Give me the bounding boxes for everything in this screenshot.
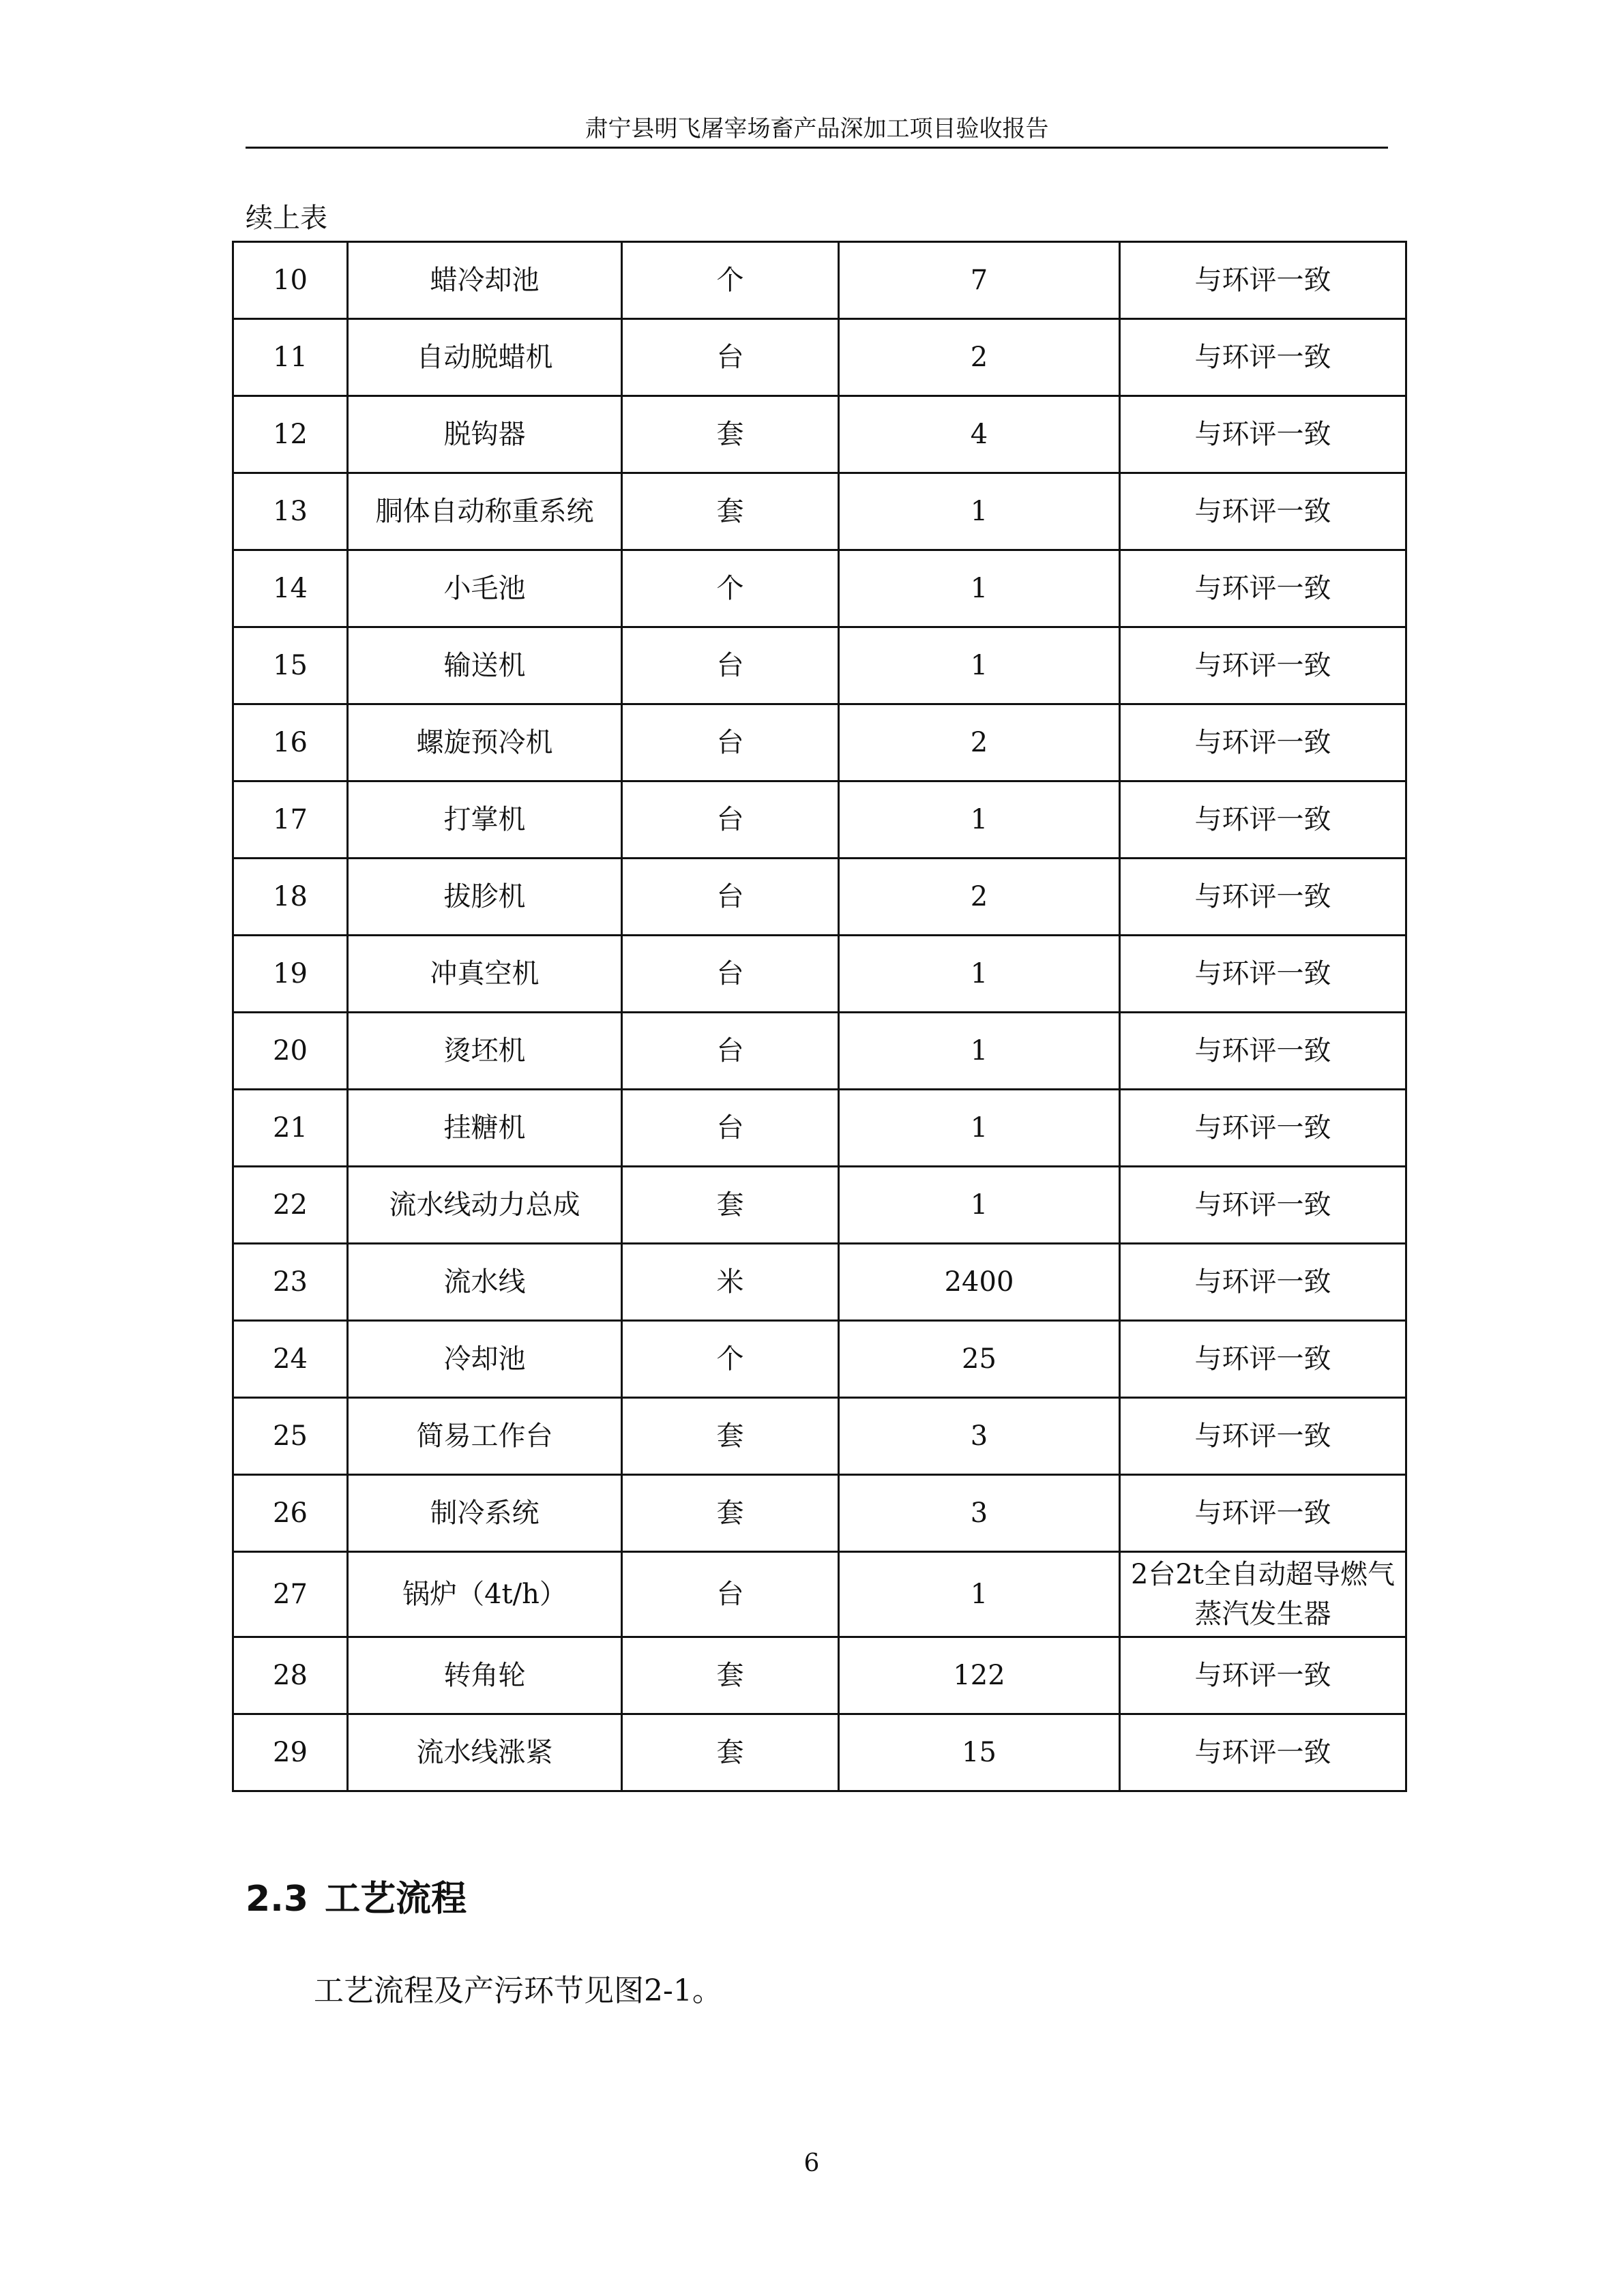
quantity-cell: 1 — [839, 550, 1120, 627]
table-row — [233, 319, 1406, 396]
table-row — [233, 473, 1406, 550]
unit-cell: 套 — [622, 396, 839, 473]
table-row — [233, 550, 1406, 627]
table-row — [233, 1321, 1406, 1398]
quantity-cell: 122 — [839, 1637, 1120, 1714]
row-number: 13 — [233, 473, 348, 550]
quantity-cell: 1 — [839, 473, 1120, 550]
unit-cell: 台 — [622, 1090, 839, 1167]
quantity-cell: 1 — [839, 627, 1120, 704]
quantity-cell: 2400 — [839, 1244, 1120, 1321]
row-number: 10 — [233, 242, 348, 319]
remark-cell: 与环评一致 — [1120, 396, 1406, 473]
row-number: 25 — [233, 1398, 348, 1475]
row-number: 18 — [233, 859, 348, 936]
remark-cell — [1120, 1552, 1406, 1637]
row-number: 28 — [233, 1637, 348, 1714]
equipment-name: 制冷系统 — [348, 1475, 622, 1552]
table-row — [233, 1090, 1406, 1167]
header-rule — [246, 147, 1388, 149]
table-row — [233, 1714, 1406, 1791]
remark-cell: 与环评一致 — [1120, 1398, 1406, 1475]
table-continued-label: 续上表 — [246, 203, 327, 234]
row-number: 23 — [233, 1244, 348, 1321]
table-row — [233, 1637, 1406, 1714]
table-row — [233, 1244, 1406, 1321]
unit-cell: 台 — [622, 704, 839, 781]
row-number: 17 — [233, 781, 348, 859]
equipment-name: 脱钩器 — [348, 396, 622, 473]
equipment-name: 螺旋预冷机 — [348, 704, 622, 781]
row-number: 12 — [233, 396, 348, 473]
remark-cell: 与环评一致 — [1120, 550, 1406, 627]
quantity-cell: 2 — [839, 319, 1120, 396]
equipment-name: 挂糖机 — [348, 1090, 622, 1167]
table-row — [233, 704, 1406, 781]
table-row — [233, 1475, 1406, 1552]
row-number: 22 — [233, 1167, 348, 1244]
remark-cell: 与环评一致 — [1120, 1013, 1406, 1090]
quantity-cell: 1 — [839, 781, 1120, 859]
row-number: 14 — [233, 550, 348, 627]
row-number: 15 — [233, 627, 348, 704]
body-paragraph: 工艺流程及产污环节见图2-1。 — [314, 1973, 722, 2008]
equipment-table — [232, 241, 1407, 1792]
row-number: 26 — [233, 1475, 348, 1552]
quantity-cell: 4 — [839, 396, 1120, 473]
row-number: 20 — [233, 1013, 348, 1090]
unit-cell: 套 — [622, 1475, 839, 1552]
equipment-name: 输送机 — [348, 627, 622, 704]
remark-cell: 与环评一致 — [1120, 1167, 1406, 1244]
remark-cell: 与环评一致 — [1120, 936, 1406, 1013]
unit-cell: 台 — [622, 1013, 839, 1090]
unit-cell: 套 — [622, 1398, 839, 1475]
equipment-name: 蜡冷却池 — [348, 242, 622, 319]
row-number: 11 — [233, 319, 348, 396]
quantity-cell: 1 — [839, 1552, 1120, 1637]
quantity-cell: 3 — [839, 1398, 1120, 1475]
remark-cell: 与环评一致 — [1120, 704, 1406, 781]
row-number: 19 — [233, 936, 348, 1013]
unit-cell: 套 — [622, 473, 839, 550]
quantity-cell: 3 — [839, 1475, 1120, 1552]
equipment-name: 简易工作台 — [348, 1398, 622, 1475]
unit-cell: 个 — [622, 1321, 839, 1398]
section-title: 工艺流程 — [325, 1879, 467, 1920]
remark-line-2: 蒸汽发生器 — [1194, 1598, 1331, 1630]
quantity-cell: 1 — [839, 1090, 1120, 1167]
equipment-name: 锅炉（4t/h） — [348, 1552, 622, 1637]
remark-cell: 与环评一致 — [1120, 1475, 1406, 1552]
section-number: 2.3 — [246, 1879, 309, 1920]
equipment-name: 冷却池 — [348, 1321, 622, 1398]
quantity-cell: 1 — [839, 1013, 1120, 1090]
page-number: 6 — [803, 2149, 820, 2177]
unit-cell: 台 — [622, 936, 839, 1013]
remark-cell: 与环评一致 — [1120, 473, 1406, 550]
quantity-cell: 7 — [839, 242, 1120, 319]
equipment-name: 胴体自动称重系统 — [348, 473, 622, 550]
unit-cell: 台 — [622, 781, 839, 859]
quantity-cell: 2 — [839, 704, 1120, 781]
row-number: 29 — [233, 1714, 348, 1791]
equipment-name: 冲真空机 — [348, 936, 622, 1013]
quantity-cell: 15 — [839, 1714, 1120, 1791]
equipment-name: 打掌机 — [348, 781, 622, 859]
unit-cell: 米 — [622, 1244, 839, 1321]
remark-cell: 与环评一致 — [1120, 1090, 1406, 1167]
remark-cell: 与环评一致 — [1120, 319, 1406, 396]
unit-cell: 套 — [622, 1714, 839, 1791]
unit-cell: 个 — [622, 242, 839, 319]
remark-cell: 与环评一致 — [1120, 1714, 1406, 1791]
remark-cell: 与环评一致 — [1120, 627, 1406, 704]
unit-cell: 台 — [622, 627, 839, 704]
unit-cell: 个 — [622, 550, 839, 627]
equipment-name: 自动脱蜡机 — [348, 319, 622, 396]
unit-cell: 台 — [622, 1552, 839, 1637]
quantity-cell: 25 — [839, 1321, 1120, 1398]
row-number: 16 — [233, 704, 348, 781]
table-row — [233, 242, 1406, 319]
table-row — [233, 1398, 1406, 1475]
equipment-name: 流水线动力总成 — [348, 1167, 622, 1244]
unit-cell: 台 — [622, 859, 839, 936]
table-row — [233, 396, 1406, 473]
row-number: 21 — [233, 1090, 348, 1167]
row-number: 27 — [233, 1552, 348, 1637]
remark-cell: 与环评一致 — [1120, 242, 1406, 319]
remark-cell: 与环评一致 — [1120, 859, 1406, 936]
remark-line-1: 2台2t全自动超导燃气 — [1131, 1559, 1395, 1590]
equipment-name: 转角轮 — [348, 1637, 622, 1714]
table-row — [233, 627, 1406, 704]
remark-cell: 与环评一致 — [1120, 1244, 1406, 1321]
quantity-cell: 1 — [839, 1167, 1120, 1244]
section-heading — [246, 1872, 467, 1926]
equipment-name: 流水线 — [348, 1244, 622, 1321]
equipment-name: 拔胗机 — [348, 859, 622, 936]
remark-cell: 与环评一致 — [1120, 1321, 1406, 1398]
equipment-name: 烫坯机 — [348, 1013, 622, 1090]
table-row — [233, 1013, 1406, 1090]
row-number: 24 — [233, 1321, 348, 1398]
table-row — [233, 1552, 1406, 1637]
equipment-name: 流水线涨紧 — [348, 1714, 622, 1791]
unit-cell: 套 — [622, 1167, 839, 1244]
unit-cell: 台 — [622, 319, 839, 396]
remark-cell: 与环评一致 — [1120, 781, 1406, 859]
equipment-name: 小毛池 — [348, 550, 622, 627]
table-row — [233, 936, 1406, 1013]
quantity-cell: 2 — [839, 859, 1120, 936]
remark-cell: 与环评一致 — [1120, 1637, 1406, 1714]
unit-cell: 套 — [622, 1637, 839, 1714]
table-row — [233, 859, 1406, 936]
table-row — [233, 781, 1406, 859]
page-header: 肃宁县明飞屠宰场畜产品深加工项目验收报告 — [585, 115, 1049, 143]
quantity-cell: 1 — [839, 936, 1120, 1013]
table-row — [233, 1167, 1406, 1244]
